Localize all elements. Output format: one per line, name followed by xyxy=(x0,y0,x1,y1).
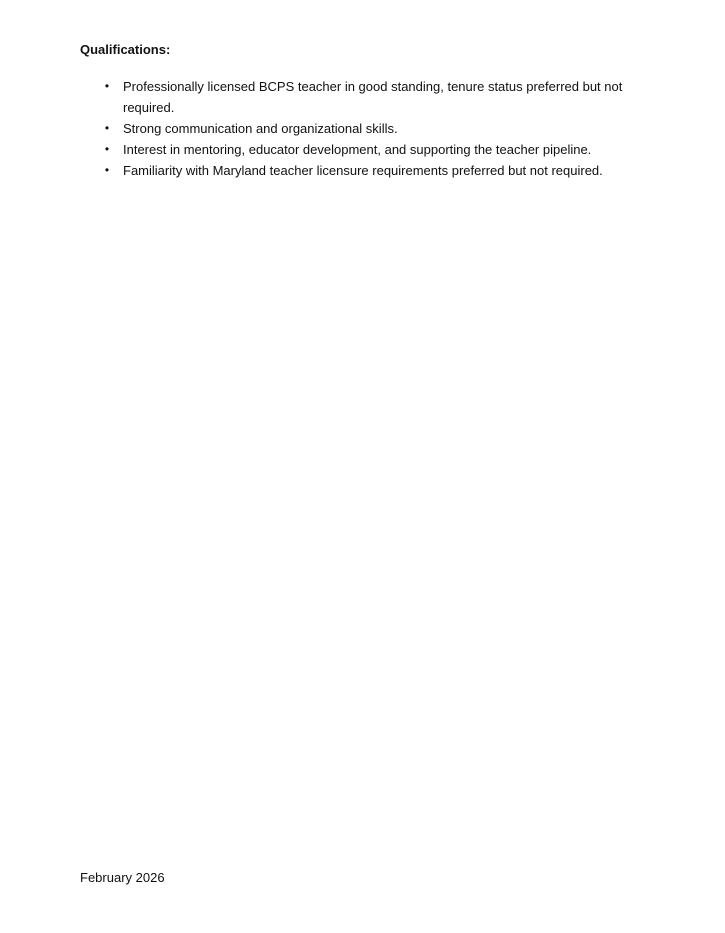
bullet-icon: • xyxy=(104,79,110,93)
qualifications-list xyxy=(80,76,640,181)
qualification-text: Interest in mentoring, educator development, and supporting the teacher pipeline. xyxy=(123,142,592,157)
qualification-text: Professionally licensed BCPS teacher in good standing, tenure status preferred but not required. xyxy=(123,79,623,115)
qualifications-heading: Qualifications: xyxy=(80,42,171,57)
bullet-icon: • xyxy=(104,163,110,177)
list-item xyxy=(80,139,640,160)
qualification-text: Strong communication and organizational skills. xyxy=(123,121,398,136)
bullet-icon: • xyxy=(104,142,110,156)
page-footer-date: February 2026 xyxy=(80,870,165,885)
list-item xyxy=(80,118,640,139)
bullet-icon: • xyxy=(104,121,110,135)
qualification-text: Familiarity with Maryland teacher licensure requirements preferred but not required. xyxy=(123,163,603,178)
list-item xyxy=(80,76,640,118)
list-item xyxy=(80,160,640,181)
